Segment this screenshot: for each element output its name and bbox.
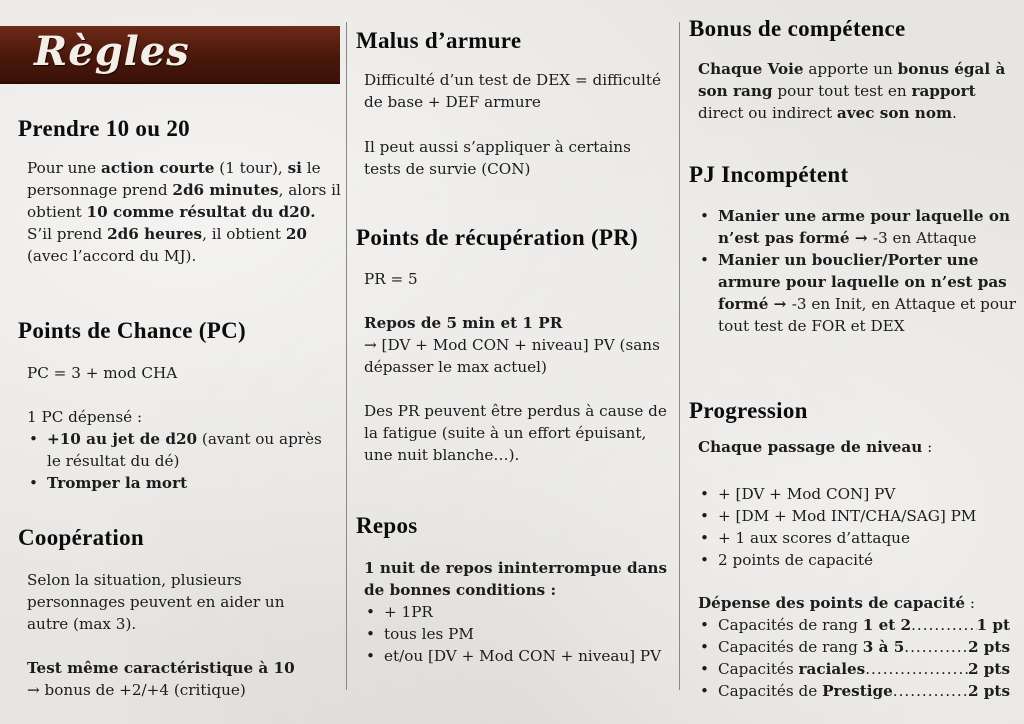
list-item: • Tromper la mort	[27, 472, 337, 494]
bonus-text: Chaque Voie apporte un bonus égal à son rang pour tout test en rapport direct ou indirect avec son nom.	[698, 60, 1006, 122]
chance-spent: 1 PC dépensé :	[27, 408, 143, 426]
list-item: • 2 points de capacité	[698, 549, 1020, 571]
chance-formula: PC = 3 + mod CHA	[27, 364, 178, 382]
column-divider	[679, 22, 680, 690]
heading-cooperation: Coopération	[18, 525, 144, 550]
pr-formula: PR = 5	[364, 270, 418, 288]
heading-incompetent: PJ Incompétent	[689, 162, 849, 187]
malus-text-2: Il peut aussi s’appliquer à certains tests de survie (CON)	[364, 138, 631, 178]
list-item: • et/ou [DV + Mod CON + niveau] PV	[364, 645, 670, 667]
list-item: • Capacités de Prestige ..... 2 pts	[698, 680, 1010, 702]
list-item: • Manier un bouclier/Porter une armure pour laquelle on n’est pas formé → -3 en Init, en Attaque et pour tout test de FOR et DEX	[698, 249, 1018, 337]
list-item: • Manier une arme pour laquelle on n’est pas formé → -3 en Attaque	[698, 205, 1018, 249]
heading-malus: Malus d’armure	[356, 28, 522, 53]
malus-text-1: Difficulté d’un test de DEX = difficulté de base + DEF armure	[364, 71, 661, 111]
column-divider	[346, 22, 347, 690]
list-item: • Capacités de rang 3 à 5 ..... 2 pts	[698, 636, 1010, 658]
page-title: Règles	[34, 28, 190, 75]
repos-list	[364, 601, 670, 667]
heading-progression: Progression	[689, 398, 808, 423]
list-item: • Capacités de rang 1 et 2 ..... 1 pt	[698, 614, 1010, 636]
progression-spend: Dépense des points de capacité :	[698, 594, 975, 612]
pr-text: Des PR peuvent être perdus à cause de la fatigue (suite à un effort épuisant, une nuit blanche…).	[364, 402, 667, 464]
heading-chance: Points de Chance (PC)	[18, 318, 246, 343]
list-item: • + 1 aux scores d’attaque	[698, 527, 1020, 549]
incompetent-list	[698, 205, 1018, 337]
repos-intro: 1 nuit de repos ininterrompue dans de bonnes conditions :	[364, 559, 668, 599]
heading-pr: Points de récupération (PR)	[356, 225, 639, 250]
cost-list	[698, 614, 1010, 702]
progression-list	[698, 483, 1020, 571]
list-item: • +10 au jet de d20 (avant ou après le résultat du dé)	[27, 428, 337, 472]
heading-repos: Repos	[356, 513, 418, 538]
pr-repos: Repos de 5 min et 1 PR → [DV + Mod CON + niveau] PV (sans dépasser le max actuel)	[364, 314, 660, 376]
list-item: • + 1PR	[364, 601, 670, 623]
chance-list	[27, 428, 337, 494]
list-item: • Capacités raciales ..... 2 pts	[698, 658, 1010, 680]
list-item: • + [DM + Mod INT/CHA/SAG] PM	[698, 505, 1020, 527]
coop-text: Selon la situation, plusieurs personnages peuvent en aider un autre (max 3).	[27, 571, 285, 633]
heading-bonus: Bonus de compétence	[689, 16, 906, 41]
progression-level: Chaque passage de niveau :	[698, 438, 933, 456]
list-item: • + [DV + Mod CON] PV	[698, 483, 1020, 505]
list-item: • tous les PM	[364, 623, 670, 645]
heading-prendre: Prendre 10 ou 20	[18, 116, 190, 141]
prendre-text: Pour une action courte (1 tour), si le personnage prend 2d6 minutes, alors il obtient 10 comme résultat du d20. S’il prend 2d6 heures, il obtient 20 (avec l’accord du MJ).	[27, 159, 341, 265]
coop-test: Test même caractéristique à 10 → bonus de +2/+4 (critique)	[27, 659, 295, 699]
